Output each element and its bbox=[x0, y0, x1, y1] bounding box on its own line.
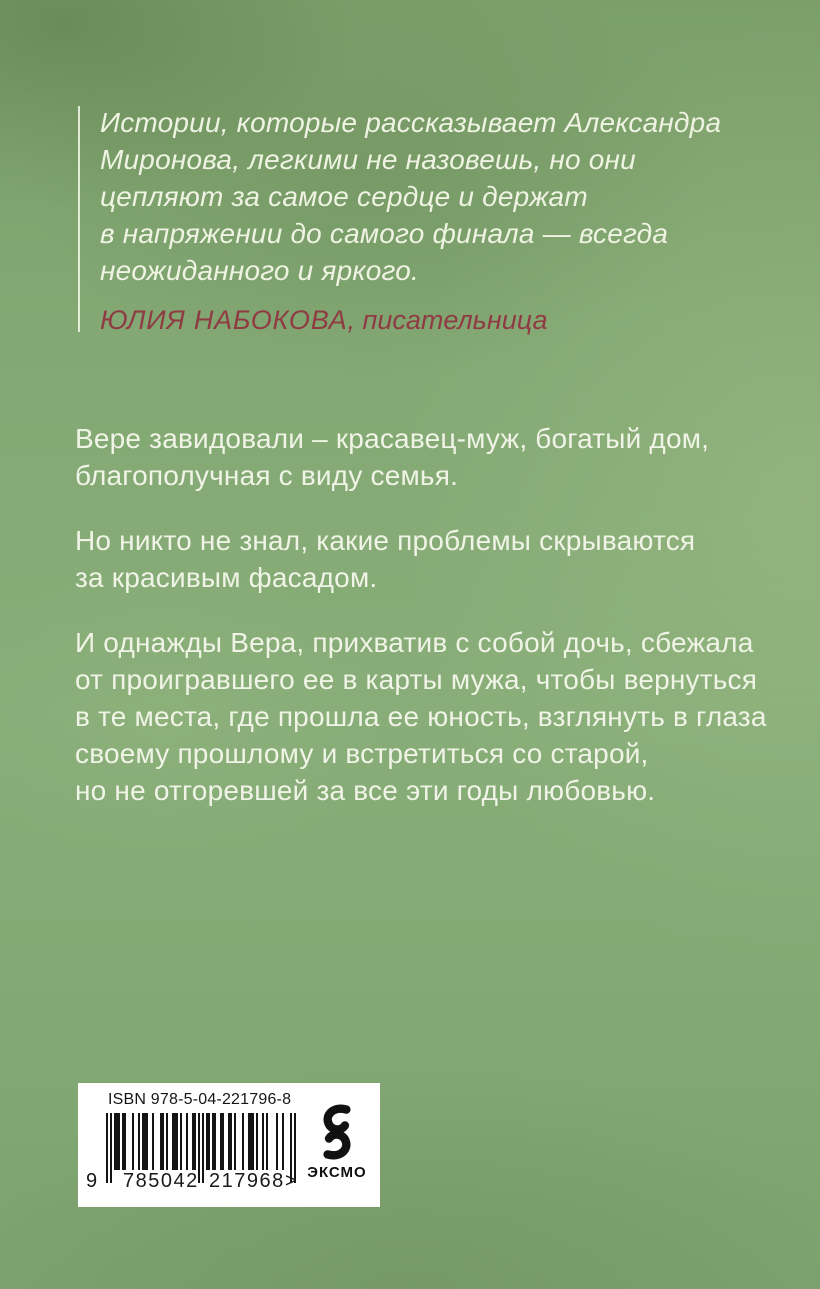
isbn-label: ISBN 978-5-04-221796-8 bbox=[108, 1091, 292, 1108]
quote-attribution bbox=[100, 304, 790, 336]
barcode-digits-left: 785042 bbox=[123, 1170, 199, 1192]
text-line: своему прошлому и встретиться со старой, bbox=[75, 738, 649, 769]
review-quote-text bbox=[100, 104, 790, 289]
text-line: за красивым фасадом. bbox=[75, 562, 378, 593]
text-line: цепляют за самое сердце и держат bbox=[100, 181, 588, 212]
annotation-paragraph-2 bbox=[75, 522, 775, 596]
barcode-digit-first: 9 bbox=[86, 1170, 98, 1192]
text-line: в те места, где прошла ее юность, взглянуть в глаза bbox=[75, 701, 767, 732]
text-line: неожиданного и яркого. bbox=[100, 255, 419, 286]
barcode-panel bbox=[78, 1083, 380, 1207]
text-line: Миронова, легкими не назовешь, но они bbox=[100, 144, 636, 175]
annotation-paragraph-1 bbox=[75, 420, 775, 494]
review-quote-block bbox=[100, 104, 790, 336]
quote-left-rule bbox=[78, 106, 80, 332]
text-line: Истории, которые рассказывает Александра bbox=[100, 107, 722, 138]
barcode-trailing-mark: > bbox=[285, 1170, 297, 1192]
text-line: в напряжении до самого финала — всегда bbox=[100, 218, 669, 249]
text-line: Вере завидовали – красавец-муж, богатый дом, bbox=[75, 423, 710, 454]
annotation-block bbox=[75, 420, 775, 837]
text-line: от проигравшего ее в карты мужа, чтобы вернуться bbox=[75, 664, 758, 695]
publisher-logo bbox=[302, 1103, 372, 1181]
text-line: благополучная с виду семья. bbox=[75, 460, 459, 491]
eksmo-swirl-icon bbox=[319, 1103, 355, 1161]
text-line: но не отгоревшей за все эти годы любовью. bbox=[75, 775, 656, 806]
barcode-digits-right: 217968 bbox=[209, 1170, 285, 1192]
annotation-paragraph-3 bbox=[75, 624, 775, 809]
quote-attribution-name: ЮЛИЯ НАБОКОВА bbox=[100, 305, 348, 335]
text-line: Но никто не знал, какие проблемы скрываются bbox=[75, 525, 696, 556]
quote-attribution-role: , писательница bbox=[347, 305, 548, 335]
publisher-name: ЭКСМО bbox=[307, 1164, 367, 1181]
text-line: И однажды Вера, прихватив с собой дочь, сбежала bbox=[75, 627, 754, 658]
